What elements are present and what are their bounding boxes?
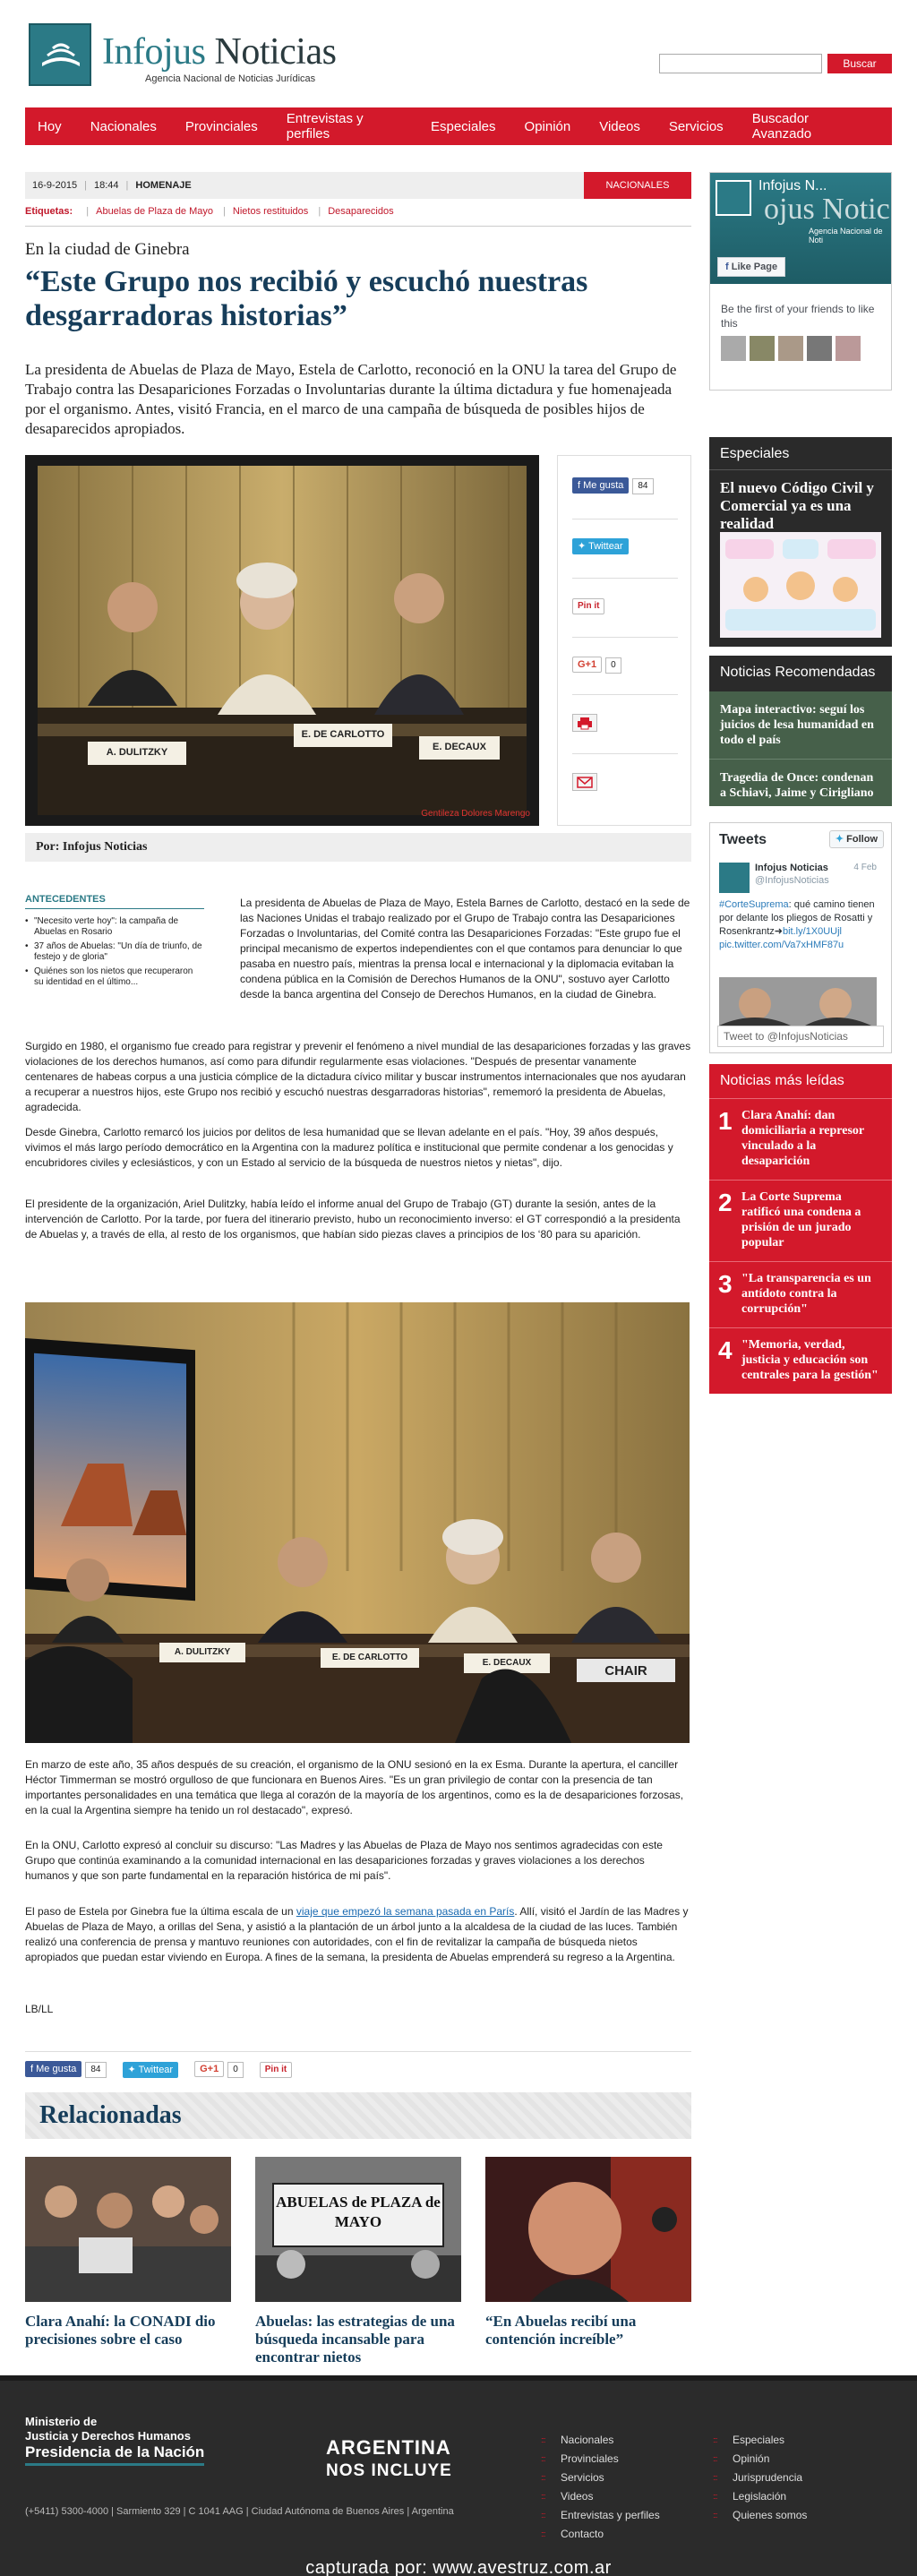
- footer-link[interactable]: ::: Especiales: [713, 2431, 807, 2450]
- twitter-follow-button[interactable]: ✦ Follow: [829, 830, 884, 848]
- most-read-box: [709, 1064, 892, 1394]
- related-caption: Clara Anahí: la CONADI dio precisiones sobre el caso: [25, 2313, 216, 2348]
- email-icon[interactable]: [572, 773, 597, 791]
- facebook-like-page-button[interactable]: f Like Page: [717, 257, 785, 277]
- tags-row: Etiquetas: | Abuelas de Plaza de Mayo | Nietos restituidos | Desaparecidos: [25, 206, 691, 227]
- related-card[interactable]: [485, 2157, 691, 2348]
- google-plus-count: 0: [605, 657, 621, 674]
- main-nav: [25, 107, 892, 145]
- tweet-button[interactable]: ✦ Twittear: [123, 2062, 179, 2078]
- google-plus-button[interactable]: G+1: [194, 2061, 224, 2077]
- byline: Por: Infojus Noticias: [25, 833, 691, 862]
- recomendada-link[interactable]: Mapa interactivo: seguí los juicios de lesa humanidad en todo el país: [720, 703, 874, 747]
- recomendadas-list: [709, 691, 892, 806]
- footer-link[interactable]: ::: Opinión: [713, 2450, 807, 2469]
- article-main-photo: [25, 455, 539, 826]
- banner-text: ABUELAS de PLAZA de MAYO: [276, 2194, 441, 2230]
- presidency-label[interactable]: Presidencia de la Nación: [25, 2443, 204, 2466]
- facebook-cover-subtext: Agencia Nacional de Noti: [809, 227, 883, 245]
- footer-link[interactable]: ::: Nacionales: [541, 2431, 660, 2450]
- site-logo[interactable]: [25, 21, 383, 88]
- book-logo-icon: [29, 23, 91, 86]
- avatar: [836, 336, 861, 361]
- tweet-date: 4 Feb: [853, 863, 877, 872]
- nav-provinciales[interactable]: Provinciales: [184, 118, 258, 134]
- related-caption: Abuelas: las estrategias de una búsqueda incansable para encontrar nietos: [255, 2313, 455, 2366]
- share-bar-bottom: [25, 2051, 691, 2078]
- related-background-box: [25, 894, 204, 992]
- article-paragraph: La presidenta de Abuelas de Plaza de Mayo, Estela Barnes de Carlotto, destacó en la sede de las Naciones Unidas el trabajo realizado por el Grupo de Trabajo contra las Desapariciones Forzadas o Involuntarias, del Comité contra las Desapariciones Forzadas: "Este grupo fue el principal mecanismo de expertos independientes con el que contamos para denunciar lo que pasaba en nuestro país, mientras la prensa local e internacional y la diplomacia evitaban la condena pública en la Comisión de Derechos Humanos de la ONU", sostuvo ayer Carlotto desde la banca argentina del Consejo de Derechos Humanos, en la ciudad de Ginebra.: [240, 897, 690, 1000]
- antecedente-link[interactable]: • Quiénes son los nietos que recuperaron su identidad en el último...: [25, 966, 204, 988]
- related-image: [25, 2157, 231, 2302]
- avatar: [721, 336, 746, 361]
- avatar[interactable]: [719, 863, 750, 893]
- tag-link[interactable]: Abuelas de Plaza de Mayo: [96, 206, 213, 217]
- tweet-handle[interactable]: @InfojusNoticias: [755, 875, 829, 886]
- facebook-like-button[interactable]: f Me gusta: [25, 2061, 81, 2077]
- facebook-page-widget: [709, 172, 892, 391]
- article-date: 16-9-2015: [32, 180, 78, 191]
- facebook-icon: f: [30, 2064, 37, 2074]
- facebook-friends-text: Be the first of your friends to like this: [721, 303, 875, 330]
- facebook-friend-avatars: [721, 336, 880, 365]
- nav-nacionales[interactable]: Nacionales: [90, 118, 157, 134]
- nav-servicios[interactable]: Servicios: [668, 118, 724, 134]
- avatar: [750, 336, 775, 361]
- tags-label: Etiquetas:: [25, 206, 73, 217]
- name-plate: CHAIR: [604, 1663, 647, 1679]
- nav-buscador-avanzado[interactable]: Buscador Avanzado: [751, 111, 812, 142]
- article-paragraph: En la ONU, Carlotto expresó al concluir su discurso: "Las Madres y las Abuelas de Plaza de Mayo nos sentimos agradecidas con este Grupo que continúa examinando a la comunidad internacional en las desapariciones forzadas y graves violaciones a los derechos humanos y que son parte fundamental en la reparación histórica de mi país".: [25, 1839, 663, 1882]
- facebook-like-count: 84: [632, 478, 653, 494]
- tweet-button[interactable]: ✦ Twittear: [572, 538, 629, 554]
- facebook-icon: f: [578, 480, 584, 491]
- avatar: [778, 336, 803, 361]
- twitter-bird-icon: ✦: [578, 541, 589, 552]
- print-icon[interactable]: [572, 714, 597, 732]
- antecedente-link[interactable]: • 37 años de Abuelas: "Un día de triunfo, de festejo y de gloria": [25, 941, 204, 963]
- name-plate: A. DULITZKY: [174, 1647, 231, 1657]
- facebook-cover-text: ojus Notic: [764, 193, 890, 226]
- nav-opinion[interactable]: Opinión: [524, 118, 571, 134]
- most-read-heading: Noticias más leídas: [709, 1064, 892, 1099]
- related-card[interactable]: [25, 2157, 231, 2348]
- site-footer: [0, 2375, 917, 2576]
- nav-entrevistas[interactable]: Entrevistas y perfiles: [286, 111, 364, 142]
- recomendada-link[interactable]: Tragedia de Once: condenan a Schiavi, Jaime y Cirigliano: [709, 759, 892, 811]
- related-header: [25, 2092, 691, 2139]
- article-signature: LB/LL: [25, 2003, 54, 2015]
- search-input[interactable]: [659, 54, 822, 73]
- facebook-like-count: 84: [85, 2062, 106, 2078]
- article-kicker: En la ciudad de Ginebra: [25, 240, 190, 259]
- argentina-logo-text: ARGENTINA: [326, 2436, 451, 2459]
- article-category[interactable]: HOMENAJE: [135, 180, 192, 191]
- logo-title: Infojus Noticias: [102, 31, 337, 73]
- article-headline: “Este Grupo nos recibió y escuchó nuestras desgarradoras historias”: [25, 265, 588, 332]
- footer-links-col2: [713, 2431, 807, 2525]
- article-time: 18:44: [94, 180, 119, 191]
- especiales-box[interactable]: [709, 437, 892, 647]
- footer-link[interactable]: ::: Legislación: [713, 2487, 807, 2506]
- footer-link[interactable]: ::: Entrevistas y perfiles: [541, 2506, 660, 2525]
- related-title: Relacionadas: [39, 2101, 182, 2129]
- tag-link[interactable]: Desaparecidos: [328, 206, 394, 217]
- footer-link[interactable]: ::: Servicios: [541, 2469, 660, 2487]
- footer-link[interactable]: ::: Quienes somos: [713, 2506, 807, 2525]
- related-image: [255, 2157, 461, 2302]
- search-button[interactable]: Buscar: [827, 54, 892, 73]
- name-plate: E. DECAUX: [482, 1658, 532, 1668]
- tag-link[interactable]: Nietos restituidos: [232, 206, 309, 217]
- especiales-heading: Especiales: [709, 437, 892, 470]
- nav-hoy[interactable]: Hoy: [38, 118, 62, 134]
- facebook-page-logo-icon: [716, 180, 751, 216]
- tweet-text: #CorteSuprema: qué camino tienen por delante los pliegos de Rosatti y Rosenkrantz➜bit.ly/1X0UUjl pic.twitter.com/Va7xHMF87u: [719, 899, 875, 950]
- article-lead: La presidenta de Abuelas de Plaza de Mayo, Estela de Carlotto, reconoció en la ONU la tarea del Grupo de Trabajo contra las Desapariciones Forzadas o Involuntarias durante la última dictadura y fue homenajeada por el organismo. Antes, visitó Francia, en el marco de una campaña de búsqueda de posibles hijos de desaparecidos apropiados.: [25, 361, 677, 437]
- related-caption: “En Abuelas recibí una contención increíble”: [485, 2313, 637, 2348]
- most-read-item[interactable]: 2 La Corte Suprema ratificó una condena a prisión de un jurado popular: [709, 1180, 892, 1261]
- twitter-widget-title: Tweets: [719, 832, 767, 847]
- share-sidebar: [557, 455, 691, 826]
- name-plate: E. DE CARLOTTO: [331, 1653, 408, 1662]
- footer-link[interactable]: ::: Provinciales: [541, 2450, 660, 2469]
- twitter-timeline-widget: [709, 822, 892, 1053]
- google-plus-count: 0: [227, 2062, 244, 2078]
- article-paragraph: Desde Ginebra, Carlotto remarcó los juicios por delitos de lesa humanidad que se llevan adelante en el país. "Hoy, 39 años después, vivimos el más largo período democrático en la Argentina con la madurez política e institucional que permite condenar a los genocidas y encubridores civiles y eclesiásticos, y con un Estado al servicio de la búsqueda de nuestros nietos y nietas", dijo.: [25, 1126, 673, 1169]
- facebook-cover[interactable]: [710, 173, 891, 284]
- avatar: [807, 336, 832, 361]
- article-meta: 16-9-2015 | 18:44 | HOMENAJE: [25, 172, 691, 199]
- article-second-photo: [25, 1302, 690, 1743]
- especiales-image: [720, 532, 881, 638]
- paris-trip-link[interactable]: viaje que empezó la semana pasada en París: [296, 1905, 515, 1918]
- name-plate: E. DE CARLOTTO: [301, 729, 385, 740]
- most-read-item[interactable]: 4 "Memoria, verdad, justicia y educación son centrales para la gestión": [709, 1327, 892, 1394]
- nav-videos[interactable]: Videos: [599, 118, 640, 134]
- twitter-bird-icon: ✦: [835, 834, 847, 845]
- related-image: [485, 2157, 691, 2302]
- nos-incluye-logo-text: NOS INCLUYE: [326, 2461, 452, 2480]
- facebook-page-name[interactable]: Infojus N...: [758, 178, 827, 193]
- most-read-item[interactable]: 3 "La transparencia es un antídoto contra la corrupción": [709, 1261, 892, 1327]
- tweet-image[interactable]: [719, 977, 877, 1026]
- pinterest-button[interactable]: Pin it: [572, 598, 604, 614]
- footer-link[interactable]: ::: Videos: [541, 2487, 660, 2506]
- article-paragraph: El paso de Estela por Ginebra fue la última escala de un viaje que empezó la semana pasada en París. Allí, visitó el Jardín de las Madres y Abuelas de Plaza de Mayo, a orillas del Sena, y asistió a la plantación de un árbol junto a la alcaldesa de la ciudad de las luces. También realizó una conferencia de prensa y mantuvo reuniones con autoridades, con el fin de revitalizar la campaña de búsqueda nietos apropiados que puedan estar viviendo en Europa. A fines de la semana, la presidenta de Abuelas emprenderá su regreso a la Argentina.: [25, 1905, 689, 1963]
- facebook-icon: f: [725, 262, 732, 272]
- article-paragraph: Surgido en 1980, el organismo fue creado para registrar y prevenir el fenómeno a nivel mundial de las desapariciones forzadas y las graves violaciones de los derechos humanos, así como para difundir regularmente esas violaciones. "Después de presentar vanamente centenares de habeas corpus a una justicia cómplice de la dictadura cívico militar y buscar instrumentos internacionales que nos ayudaran a recuperar a nuestros hijos, este Grupo nos recibió y escuchó nuestras desgarradoras historias", rememoró la presidenta de Abuelas, agradecida.: [25, 1040, 691, 1113]
- antecedentes-title: ANTECEDENTES: [25, 894, 204, 909]
- recomendadas-heading-box: [709, 656, 892, 691]
- ministry-name[interactable]: Ministerio de Justicia y Derechos Humanos: [25, 2415, 191, 2443]
- pinterest-button[interactable]: Pin it: [260, 2062, 292, 2078]
- capture-watermark: capturada por: www.avestruz.com.ar: [305, 2558, 612, 2576]
- google-plus-button[interactable]: G+1: [572, 657, 602, 673]
- footer-link[interactable]: ::: Contacto: [541, 2525, 660, 2544]
- twitter-bird-icon: ✦: [127, 2064, 139, 2075]
- related-card[interactable]: [255, 2157, 461, 2366]
- facebook-like-button[interactable]: f Me gusta: [572, 477, 629, 494]
- article-paragraph: El presidente de la organización, Ariel Dulitzky, había leído el informe anual del Grupo de Trabajo (GT) durante la sesión, antes de la intervención de Carlotto. Por la tarde, por fuera del itinerario previsto, hubo un reconocimiento inverso: el GT correspondió a la presidenta de Abuelas y, a través de ella, al resto de los organismos, que habían sido piezas claves a principios de los ‘80 para su aparición.: [25, 1198, 681, 1241]
- photo-credit: Gentileza Dolores Marengo: [421, 809, 530, 819]
- tweet-user[interactable]: Infojus Noticias: [755, 863, 828, 873]
- nav-especiales[interactable]: Especiales: [430, 118, 496, 134]
- name-plate: E. DECAUX: [433, 742, 486, 752]
- section-tag[interactable]: NACIONALES: [584, 172, 691, 199]
- antecedente-link[interactable]: • "Necesito verte hoy": la campaña de Abuelas en Rosario: [25, 916, 204, 938]
- tweet-compose-input[interactable]: Tweet to @InfojusNoticias: [717, 1026, 884, 1047]
- footer-link[interactable]: ::: Jurisprudencia: [713, 2469, 807, 2487]
- most-read-item[interactable]: 1 Clara Anahí: dan domiciliaria a represor vinculado a la desaparición: [718, 1107, 864, 1168]
- especiales-title: El nuevo Código Civil y Comercial ya es una realidad: [720, 479, 874, 532]
- footer-contact: (+5411) 5300-4000 | Sarmiento 329 | C 1041 AAG | Ciudad Autónoma de Buenos Aires | Argentina: [25, 2506, 454, 2517]
- name-plate: A. DULITZKY: [106, 747, 168, 758]
- recomendadas-heading: Noticias Recomendadas: [720, 665, 876, 680]
- footer-links-col1: [541, 2431, 660, 2544]
- logo-subtitle: Agencia Nacional de Noticias Jurídicas: [145, 73, 316, 84]
- article-paragraph: En marzo de este año, 35 años después de su creación, el organismo de la ONU sesionó en la ex Esma. Durante la apertura, el canciller Héctor Timmerman se mostró orgulloso de que funcionara en Buenos Aires. "Es un gran privilegio de contar con la presencia de tan importantes personalidades en una temática que llega al corazón de la mayoría de los argentinos, como es la de desapariciones forzosas, en la cual la Argentina siempre ha tenido un rol destacado", expresó.: [25, 1758, 684, 1816]
